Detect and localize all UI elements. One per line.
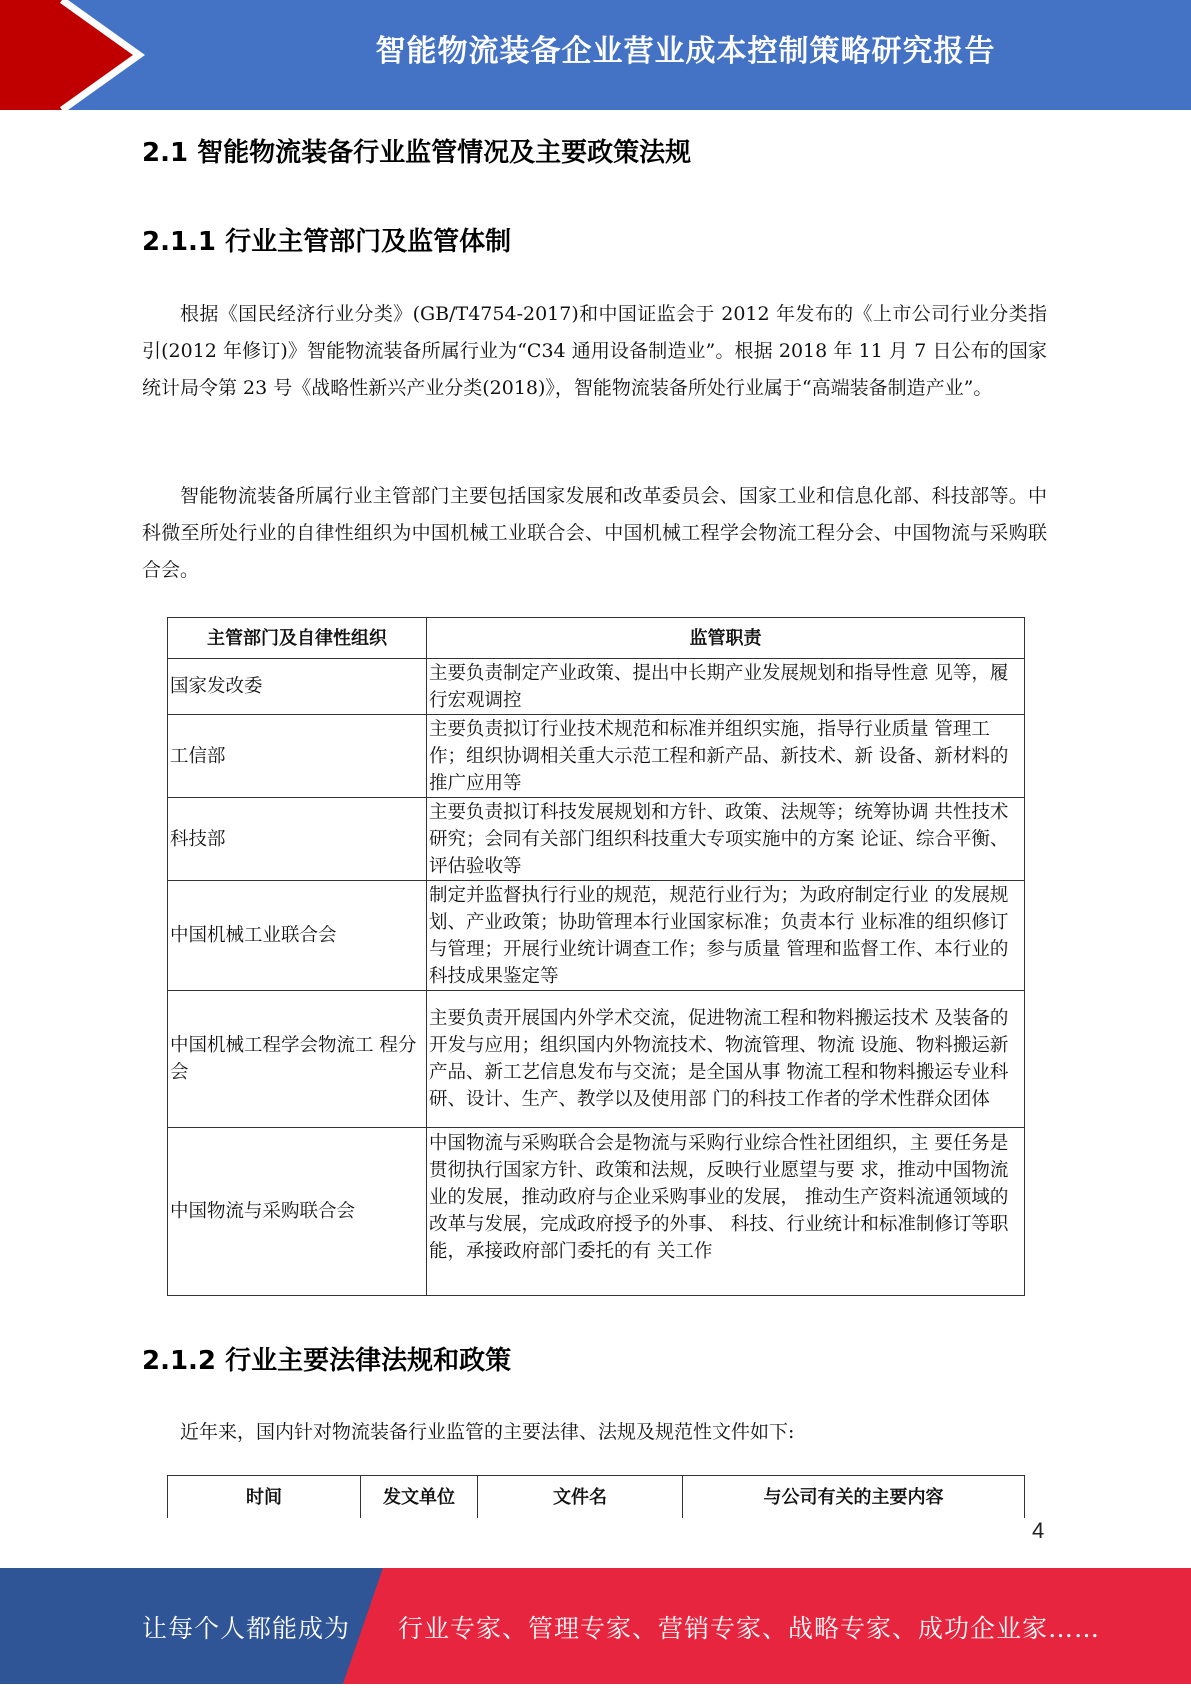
- table-header-row: [168, 618, 1025, 659]
- duty-cell: 制定并监督执行行业的规范，规范行业行为；为政府制定行业 的发展规划、产业政策；协助管理本行业国家标准；负责本行 业标准的组织修订与管理；开展行业统计调查工作；参与质量 管理和监督工作、本行业的科技成果鉴定等: [427, 881, 1025, 991]
- org-cell: 科技部: [168, 798, 427, 881]
- header-title: 智能物流装备企业营业成本控制策略研究报告: [375, 34, 996, 69]
- duty-cell: 主要负责拟订行业技术规范和标准并组织实施，指导行业质量 管理工作；组织协调相关重大示范工程和新产品、新技术、新 设备、新材料的推广应用等: [427, 715, 1025, 798]
- duty-cell: 主要负责制定产业政策、提出中长期产业发展规划和指导性意 见等，履行宏观调控: [427, 659, 1025, 715]
- footer-slogan-left: 让每个人都能成为: [142, 1614, 351, 1643]
- table-row: [168, 659, 1025, 715]
- footer-slogan-right: 行业专家、管理专家、营销专家、战略专家、成功企业家……: [398, 1614, 1101, 1643]
- org-cell: 工信部: [168, 715, 427, 798]
- paragraph-laws-intro: 近年来，国内针对物流装备行业监管的主要法律、法规及规范性文件如下:: [180, 1421, 795, 1443]
- regulators-table: [167, 617, 1025, 1296]
- subsection-title-2: 2.1.2 行业主要法律法规和政策: [142, 1346, 512, 1376]
- chevron-arrow-icon: [0, 0, 160, 110]
- page-number: 4: [1032, 1518, 1045, 1543]
- column-header-time: 时间: [168, 1476, 361, 1519]
- table-row: [168, 881, 1025, 991]
- section-title: 2.1 智能物流装备行业监管情况及主要政策法规: [142, 138, 692, 168]
- table-row: [168, 798, 1025, 881]
- table-row: [168, 991, 1025, 1128]
- column-header-content: 与公司有关的主要内容: [683, 1476, 1025, 1519]
- table-header-row: [168, 1476, 1025, 1519]
- org-cell: 中国机械工业联合会: [168, 881, 427, 991]
- column-header-org: 主管部门及自律性组织: [168, 618, 427, 659]
- paragraph-industry-classification: 根据《国民经济行业分类》(GB/T4754-2017)和中国证监会于 2012 年发布的《上市公司行业分类指引(2012 年修订)》智能物流装备所属行业为“C34 通用设备制造业”。根据 2018 年 11 月 7 日公布的国家统计局令第 23 号《战略性新兴产业分类(2018)》，智能物流装备所处行业属于“高端装备制造产业”。: [142, 303, 1047, 399]
- column-header-document: 文件名: [478, 1476, 683, 1519]
- paragraph-regulators: 智能物流装备所属行业主管部门主要包括国家发展和改革委员会、国家工业和信息化部、科技部等。中科微至所处行业的自律性组织为中国机械工业联合会、中国机械工程学会物流工程分会、中国物流与采购联合会。: [142, 485, 1047, 581]
- column-header-duty: 监管职责: [427, 618, 1025, 659]
- table-row: [168, 1128, 1025, 1296]
- subsection-title-1: 2.1.1 行业主管部门及监管体制: [142, 227, 512, 257]
- org-cell: 国家发改委: [168, 659, 427, 715]
- org-cell: 中国机械工程学会物流工 程分会: [168, 991, 427, 1128]
- table-row: [168, 715, 1025, 798]
- org-cell: 中国物流与采购联合会: [168, 1128, 427, 1296]
- duty-cell: 主要负责拟订科技发展规划和方针、政策、法规等；统筹协调 共性技术研究；会同有关部门组织科技重大专项实施中的方案 论证、综合平衡、评估验收等: [427, 798, 1025, 881]
- duty-cell: 主要负责开展国内外学术交流，促进物流工程和物料搬运技术 及装备的开发与应用；组织国内外物流技术、物流管理、物流 设施、物料搬运新产品、新工艺信息发布与交流；是全国从事 物流工程和物料搬运专业科研、设计、生产、教学以及使用部 门的科技工作者的学术性群众团体: [427, 991, 1025, 1128]
- page-header: [0, 0, 1191, 110]
- column-header-issuer: 发文单位: [361, 1476, 478, 1519]
- page-footer: [0, 1568, 1191, 1684]
- laws-table: [167, 1475, 1025, 1518]
- duty-cell: 中国物流与采购联合会是物流与采购行业综合性社团组织，主 要任务是贯彻执行国家方针、政策和法规，反映行业愿望与要 求，推动中国物流业的发展，推动政府与企业采购事业的发展， 推动生产资料流通领域的改革与发展，完成政府授予的外事、 科技、行业统计和标准制修订等职能，承接政府部门委托的有 关工作: [427, 1128, 1025, 1296]
